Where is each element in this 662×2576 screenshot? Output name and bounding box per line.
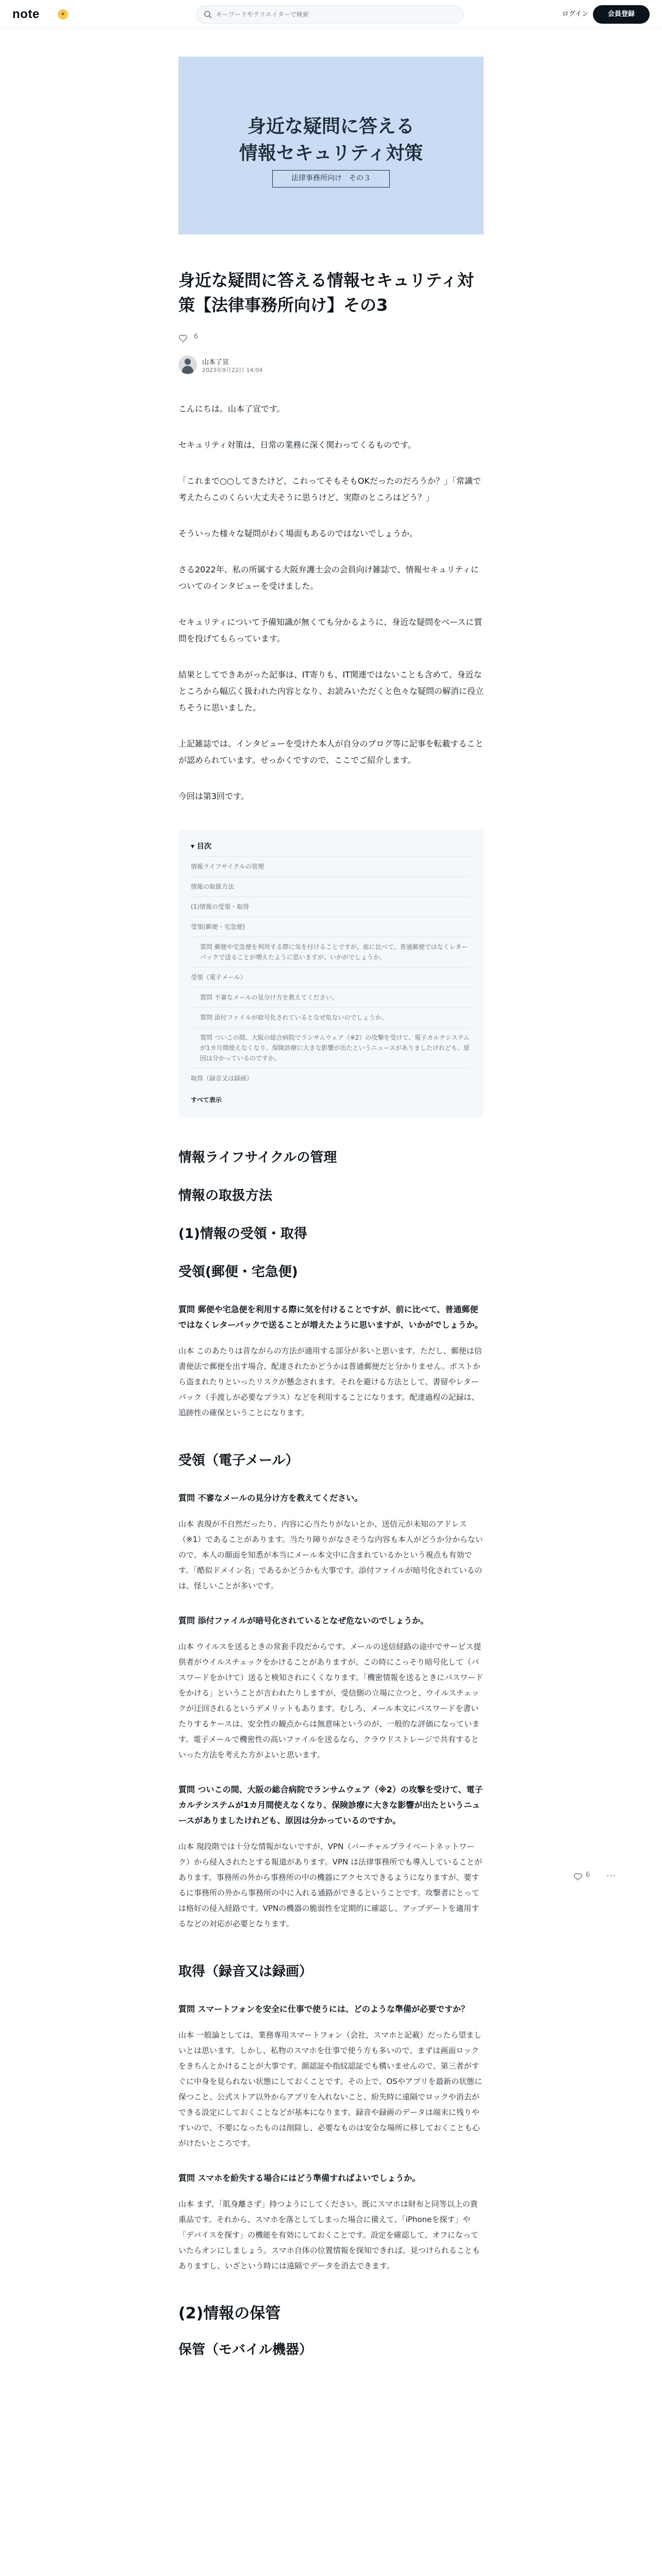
toc-item[interactable]: 質問 ついこの間、大阪の総合病院でランサムウェア（※2）の攻撃を受けて、電子カルテシステムが1カ月間使えなくなり、保険診療に大きな影響が出たというニュースがありましたけれども、原因は分かっているのですか。 xyxy=(191,1027,471,1068)
section-heading: 受領(郵便・宅急便) xyxy=(178,1264,298,1280)
paragraph: 今回は第3回です。 xyxy=(178,791,249,801)
toc-item[interactable]: 質問 添付ファイルが暗号化されているとなぜ危ないのでしょうか。 xyxy=(191,1007,471,1027)
answer: 山本 一般論としては、業務専用スマートフォン（会社、スマホと記載）だったら望ましいとは思います。しかし、私物のスマホを仕事で使う方も多いので、まずは画面ロックをきちんとかけることが大事です。顔認証や指紋認証でも構いませんので、第三者がすぐに中身を見られない状態にしておくことです。その上で、OSやアプリを最新の状態に保つこと、公式ストア以外からアプリを入れないこと、紛失時に遠隔でロックや消去ができる設定にしておくことなどが基本になります。録音や録画のデータは端末に残りやすいので、不要になったものは削除し、必要なものは安全な場所に移しておくことも心がけたいところです。 xyxy=(178,2030,483,2148)
hero-title-line2: 情報セキュリティ対策 xyxy=(239,143,423,164)
section-heading: (1)情報の受領・取得 xyxy=(178,1226,307,1242)
section-heading: 取得（録音又は録画） xyxy=(178,1964,313,1979)
question: 質問 スマートフォンを安全に仕事で使うには、どのような準備が必要ですか？ xyxy=(178,2004,469,2014)
answer: 山本 このあたりは昔ながらの方法が通用する部分が多いと思います。ただし、郵便は信書便法で郵便を出す場合、配達されたかどうかは普通郵便だと分かりません。ポストから盗まれたりといったリスクが懸念されます。それを避ける方法として、書留やレターパック（手渡しが必要なプラス）などを利用することになります。配達過程の記録は、追跡性の確保ということになります。 xyxy=(178,1346,482,1417)
question: 質問 スマホを紛失する場合にはどう準備すればよいでしょうか。 xyxy=(178,2173,421,2183)
publish-date: 2023年9月22日 14:04 xyxy=(202,367,263,374)
toc-item[interactable]: 受領(郵便・宅急便) xyxy=(191,917,471,937)
toc-show-all-button[interactable]: すべて表示 xyxy=(191,1096,222,1104)
heart-icon[interactable] xyxy=(573,1872,583,1882)
toc-item[interactable]: 受領（電子メール） xyxy=(191,967,471,987)
hero-subtitle: 法律事務所向け その３ xyxy=(272,170,390,188)
toc-item[interactable]: 質問 不審なメールの見分け方を教えてください。 xyxy=(191,987,471,1007)
hero-image xyxy=(178,57,484,234)
section-heading: 受領（電子メール） xyxy=(178,1453,299,1468)
top-bar xyxy=(0,0,662,29)
paragraph: さる2022年、私の所属する大阪弁護士会の会員向け雑誌で、情報セキュリティについてのインタビューを受けました。 xyxy=(178,565,479,591)
paragraph: 結果としてできあがった記事は、IT寄りも、IT関連ではないことも含めて、身近なところから幅広く扱われた内容となり、お読みいただくと色々な疑問の解消に役立ちそうに思いました。 xyxy=(178,670,484,713)
toc-item[interactable]: 質問 郵便や宅急便を利用する際に気を付けることですが、前に比べて、普通郵便ではなくレターパックで送ることが増えたように思いますが、いかがでしょうか。 xyxy=(191,937,471,967)
question: 質問 郵便や宅急便を利用する際に気を付けることですが、前に比べて、普通郵便ではなくレターパックで送ることが増えたように思いますが、いかがでしょうか。 xyxy=(178,1304,483,1330)
author-name[interactable]: 山本了宣 xyxy=(202,359,229,366)
question: 質問 ついこの間、大阪の総合病院でランサムウェア（※2）の攻撃を受けて、電子カルテシステムが1カ月間使えなくなり、保険診療に大きな影響が出たというニュースがありましたけれども、原因は分かっているのですか。 xyxy=(178,1785,483,1825)
paragraph: 「これまで○○してきたけど、これってそもそもOKだったのだろうか？」「常識で考えたらこのくらい大丈夫そうに思うけど、実際のところはどう？」 xyxy=(178,476,482,502)
answer: 山本 現段階では十分な情報がないですが、VPN（バーチャルプライベートネットワーク）から侵入されたとする報道があります。VPN は法律事務所でも導入していることがあります。事務所の外から事務所の中の機器にアクセスできるようになりますが、要するに事務所の外から事務所の中に入れる通路ができるということです。攻撃者にとっては格好の侵入経路です。VPNの機器の脆弱性を定期的に確認し、アップデートを適用するなどの対応が必要となります。 xyxy=(178,1842,483,1928)
paragraph: そういった様々な疑問がわく場面もあるのではないでしょうか。 xyxy=(178,529,418,538)
search-box[interactable] xyxy=(196,5,464,24)
answer: 山本 ウイルスを送るときの常套手段だからです。メールの送信経路の途中でサービス提供者がウイルスチェックをかけることがありますが、この時にこっそり暗号化して（パスワードをかけて）送ると検知されにくくなります。「機密情報を送るときにパスワードをかける」ということが言われたりしますが、受信側の立場に立つと、ウイルスチェックが迂回されるというデメリットもあります。むしろ、メール本文にパスワードを書いたりするケースは、安全性の観点からは無意味というのが、一般的な評価になっています。電子メールで機密性の高いファイルを送るなら、クラウドストレージで共有するといった方法を考えた方がよいと思います。 xyxy=(178,1642,484,1759)
logo-badge-icon: ✦ xyxy=(58,9,68,20)
paragraph: セキュリティについて予備知識が無くても分かるように、身近な疑問をベースに質問を投げてもらっています。 xyxy=(178,617,483,643)
section-heading: 保管（モバイル機器） xyxy=(178,2342,313,2358)
heart-icon[interactable] xyxy=(178,334,188,343)
paragraph: こんにちは。山本了宣です。 xyxy=(178,404,285,414)
toc-toggle-icon[interactable]: ▾ xyxy=(191,842,197,851)
hero-title xyxy=(178,113,484,167)
question: 質問 不審なメールの見分け方を教えてください。 xyxy=(178,1493,363,1503)
more-options-icon[interactable]: ⋯ xyxy=(606,1870,616,1881)
question: 質問 添付ファイルが暗号化されているとなぜ危ないのでしょうか。 xyxy=(178,1616,429,1625)
floating-actions xyxy=(573,1870,625,1886)
note-logo[interactable]: note xyxy=(12,7,40,21)
search-icon xyxy=(204,10,212,19)
like-count: 6 xyxy=(586,1871,590,1879)
author-block[interactable] xyxy=(178,355,484,378)
paragraph: 上記雑誌では、インタビューを受けた本人が自分のブログ等に記事を転載することが認められています。せっかくですので、ここでご紹介します。 xyxy=(178,739,484,765)
table-of-contents xyxy=(178,829,484,1117)
toc-item[interactable]: 情報の取扱方法 xyxy=(191,876,471,896)
article xyxy=(178,268,484,2360)
section-heading: 情報の取扱方法 xyxy=(178,1188,273,1204)
article-title: 身近な疑問に答える情報セキュリティ対策【法律事務所向け】その3 xyxy=(178,270,474,315)
toc-item[interactable]: (1)情報の受領・取得 xyxy=(191,896,471,917)
paragraph: セキュリティ対策は、日常の業務に深く関わってくるものです。 xyxy=(178,440,416,450)
article-actions xyxy=(178,333,484,344)
hero-title-line1: 身近な疑問に答える xyxy=(247,116,415,137)
toc-item[interactable]: 取得（録音又は録画） xyxy=(191,1068,471,1088)
answer: 山本 まず、「肌身離さず」持つようにしてください。既にスマホは財布と同等以上の貴重品です。それから、スマホを落としてしまった場合に備えて、「iPhoneを探す」や「デバイスを探す」の機能を有効にしておくことです。設定を確認して、オフになっていたらオンにしましょう。スマホ自体の位置情報を探知できれば、見つけられることもありますし、いざという時には遠隔でデータを消去できます。 xyxy=(178,2199,480,2270)
search-input[interactable] xyxy=(216,6,453,23)
section-heading: 情報ライフサイクルの管理 xyxy=(178,1150,337,1165)
toc-heading-label: 目次 xyxy=(196,842,211,851)
signup-button[interactable]: 会員登録 xyxy=(593,5,650,24)
toc-heading xyxy=(191,841,471,856)
avatar[interactable] xyxy=(178,355,197,374)
toc-item[interactable]: 情報ライフサイクルの管理 xyxy=(191,856,471,876)
answer: 山本 表現が不自然だったり、内容に心当たりがないとか、送信元が未知のアドレス（※1）であることがあります。当たり障りがなさそうな内容も本人がどうか分からないので、本人の顔面を知悉が本当にメール本文中に含まれているかという視点も有効です。「酷似ドメイン名」であるかどうかも大事です。添付ファイルが暗号化されているのは、怪しいことが多いです。 xyxy=(178,1519,483,1590)
section-heading: (2)情報の保管 xyxy=(178,2304,281,2323)
login-link[interactable]: ログイン xyxy=(562,10,589,18)
like-count: 6 xyxy=(194,333,198,341)
